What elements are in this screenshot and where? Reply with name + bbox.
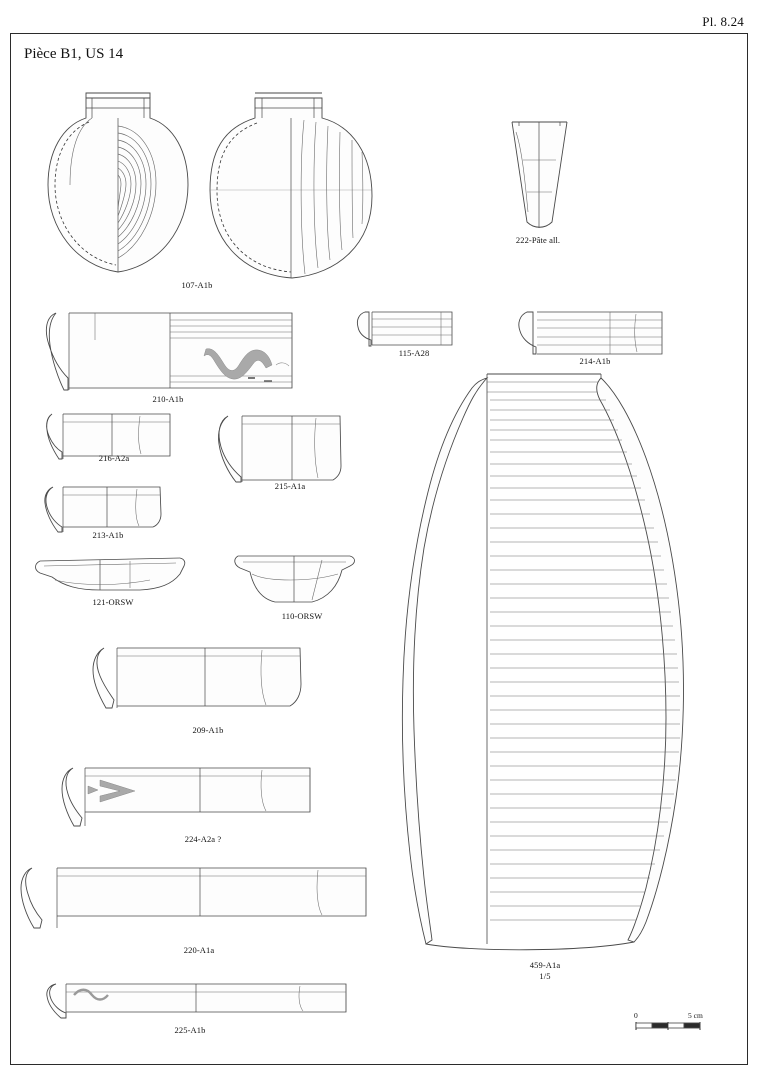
drawing-225-A1b [47, 984, 346, 1018]
object-label-210-A1b: 210-A1b [152, 394, 184, 404]
object-label-225-A1b: 225-A1b [174, 1025, 206, 1035]
drawing-220-A1a [21, 868, 366, 928]
object-label-459-A1a-scale: 1/5 [539, 970, 551, 981]
drawing-107-A1b [48, 93, 372, 278]
object-label-115-A28: 115-A28 [398, 348, 430, 358]
scale-label-max: 5 cm [688, 1011, 703, 1020]
drawing-459-A1a [402, 374, 683, 950]
object-label-224-A2a: 224-A2a ? [184, 834, 222, 844]
object-label-209-A1b: 209-A1b [192, 725, 224, 735]
drawing-110-ORSW [235, 556, 355, 602]
object-label-214-A1b: 214-A1b [579, 356, 611, 366]
object-label-107-A1b: 107-A1b [181, 280, 213, 290]
object-label-110-ORSW: 110-ORSW [281, 611, 323, 621]
object-label-216-A2a: 216-A2a [98, 453, 130, 463]
scale-bar [636, 1022, 700, 1030]
scale-label-zero: 0 [634, 1011, 638, 1020]
drawing-210-A1b [46, 313, 292, 390]
drawing-121-ORSW [36, 558, 185, 590]
plate-number: Pl. 8.24 [702, 14, 744, 29]
object-label-215-A1a: 215-A1a [274, 481, 306, 491]
object-label-220-A1a: 220-A1a [183, 945, 215, 955]
drawing-214-A1b [519, 312, 662, 354]
drawing-215-A1a [218, 416, 341, 482]
drawing-222-Pate-all [512, 122, 567, 228]
drawing-209-A1b [93, 648, 301, 708]
object-label-121-ORSW: 121-ORSW [92, 597, 134, 607]
plate-title: Pièce B1, US 14 [24, 46, 124, 62]
drawing-213-A1b [45, 487, 161, 532]
drawing-115-A28 [357, 312, 452, 346]
drawing-224-A2a [62, 768, 310, 826]
object-label-213-A1b: 213-A1b [92, 530, 124, 540]
object-label-222-Pate-all: 222-Pâte all. [515, 235, 561, 245]
object-label-459-A1a-line1: 459-A1a [529, 960, 561, 970]
object-label-459-A1a [530, 960, 560, 981]
